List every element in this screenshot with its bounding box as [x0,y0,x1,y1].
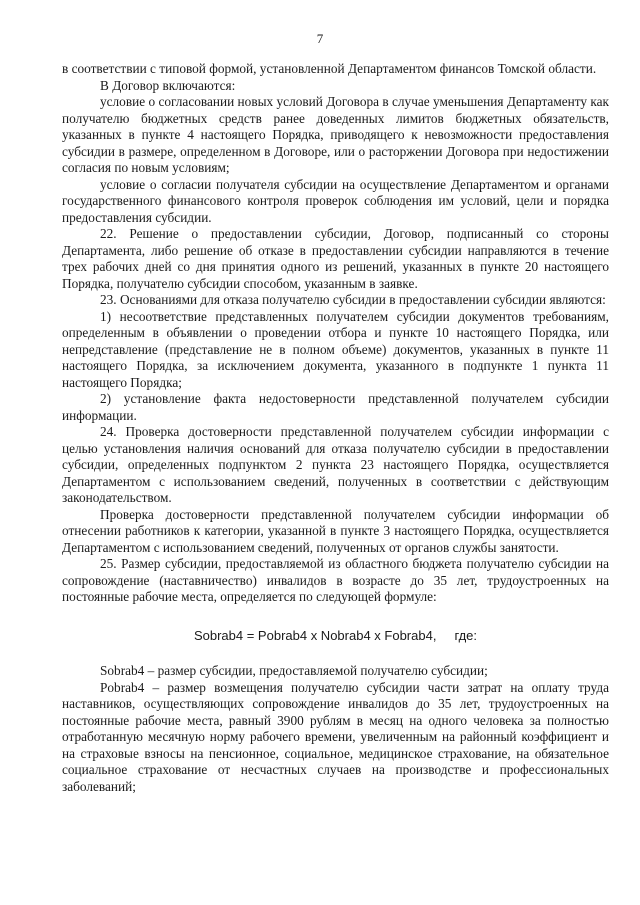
formula-suffix: где: [454,627,478,643]
paragraph-pobrab4-definition: Pobrab4 – размер возмещения получателю субсидии части затрат на оплату труда наставников, осуществляющих сопровождение инвалидов до 35 лет, трудоустроенных на постоянные рабочие места, равный 3900 рублям в месяц на одного человека за полностью отработанную месячную норму рабочего времени, увеличенным на районный коэффициент и на страховые взносы на пенсионное, социальное, медицинское страхование, на обязательное социальное страхование от несчастных случаев на производстве и профессиональных заболеваний; [62,679,609,794]
paragraph-condition-consent: условие о согласии получателя субсидии на осуществление Департаментом и органами государственного финансового контроля проверок соблюдения им условий, цели и порядка предоставления субсидии. [62,176,609,225]
formula-expression: Sobrab4 = Pobrab4 x Nobrab4 x Fobrab4, [193,627,437,643]
paragraph-verification: Проверка достоверности представленной получателем субсидии информации об отнесении работников к категории, указанной в пункте 3 настоящего Порядка, осуществляется Департаментом с использованием сведений, полученных от органов службы занятости. [62,506,609,555]
paragraph-item-25: 25. Размер субсидии, предоставляемой из областного бюджета получателю субсидии на сопровождение (наставничество) инвалидов в возрасте до 35 лет, трудоустроенных на постоянные рабочие места, определяется по следующей формуле: [62,556,609,604]
paragraph-item-24: 24. Проверка достоверности представленной получателем субсидии информации с целью установления наличия оснований для отказа получателю субсидии в предоставлении субсидии, определенных подпунктом 2 пункта 23 настоящего Порядка, осуществляется Департаментом с использованием сведений, полученных в соответствии с действующим законодательством. [62,424,609,505]
page-number: 7 [316,31,324,46]
paragraph-continuation: в соответствии с типовой формой, установленной Департаментом финансов Томской области. [62,61,597,76]
paragraph-sobrab4-definition: Sobrab4 – размер субсидии, предоставляемой получателю субсидии; [100,663,488,678]
subsidy-formula [62,628,609,645]
document-body [62,61,609,795]
paragraph-item-22: 22. Решение о предоставлении субсидии, Договор, подписанный со стороны Департамента, либо решение об отказе в предоставлении субсидии направляются в течение трех рабочих дней со дня принятия одного из решений, указанных в пункте 20 настоящего Порядка, получателю субсидии способом, указанным в заявке. [62,226,609,291]
paragraph-condition-new-terms: условие о согласовании новых условий Договора в случае уменьшения Департаменту как получателю бюджетных средств ранее доведенных лимитов бюджетных обязательств, указанных в пункте 4 настоящего Порядка, приводящего к невозможности предоставления субсидии в размере, определенном в Договоре, или о расторжении Договора при недостижении согласия по новым условиям; [62,94,609,175]
paragraph-item-23-sub-2: 2) установление факта недостоверности представленной получателем субсидии информации. [62,391,609,423]
paragraph-item-23: 23. Основаниями для отказа получателю субсидии в предоставлении субсидии являются: [100,292,606,307]
paragraph-contract-includes: В Договор включаются: [100,77,236,93]
paragraph-item-23-sub-1: 1) несоответствие представленных получателем субсидии документов требованиям, определенным в объявлении о проведении отбора и пункте 10 настоящего Порядка, или непредставление (представление не в полном объеме) документов, указанных в пункте 11 настоящего Порядка, за исключением документа, указанного в подпункте 1 пункта 11 настоящего Порядка; [62,308,609,390]
